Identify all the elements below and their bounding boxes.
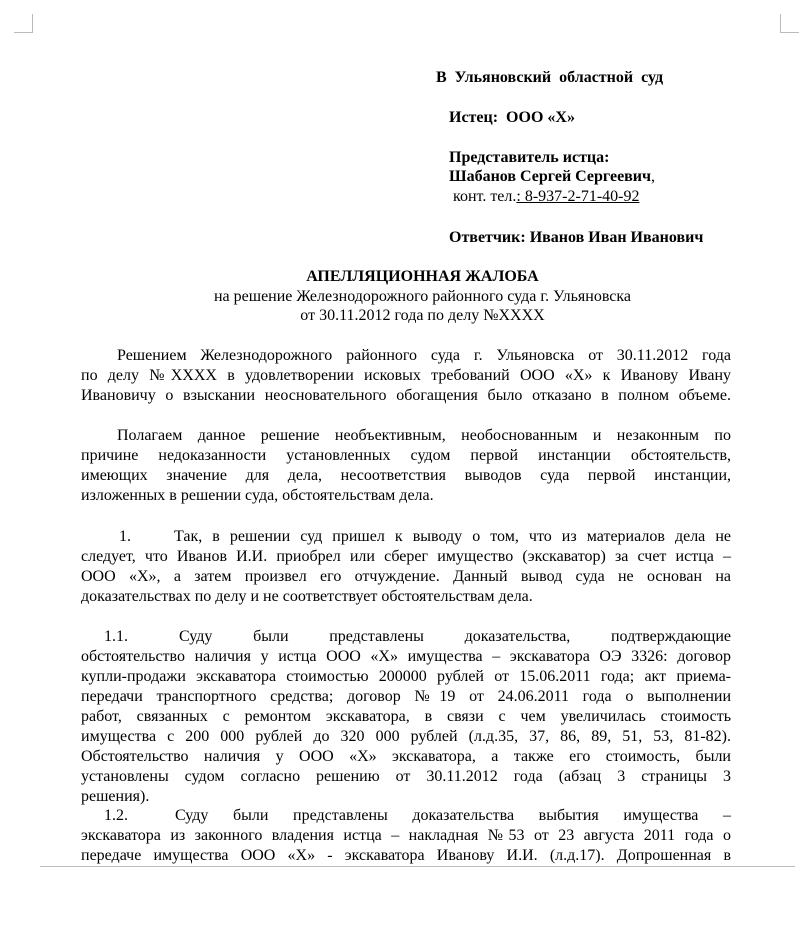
item-1-2-line-2: экскаватора из законного владения истца – накладная №53 от 23 августа 2011 года о [81, 827, 731, 844]
item-1-2-line-1: Суду были представлены доказательства выбытия имущества – [175, 807, 731, 824]
phone-label: конт. тел. [449, 188, 517, 205]
paragraph-2-line-3: имеющих значение для дела, несоответствия выводов суда первой инстанции, [81, 467, 731, 484]
representative-name: Шабанов Сергей Сергеевич [449, 168, 652, 185]
document-title: АПЕЛЛЯЦИОННАЯ ЖАЛОБА [306, 268, 539, 285]
paragraph-2-line-4: изложенных в решении суда, обстоятельствам дела. [81, 487, 434, 504]
item-1-number: 1. [119, 528, 131, 545]
paragraph-1-line-1: Решением Железнодорожного районного суда г. Ульяновска от 30.11.2012 года [117, 347, 731, 364]
item-1-1-number: 1.1. [104, 628, 128, 645]
paragraph-1-line-2: по делу №XXXX в удовлетворении исковых требований ООО «Х» к Иванову Ивану [81, 367, 731, 384]
item-1-line-1: Так, в решении суд пришел к выводу о том, что из материалов дела не [174, 528, 731, 545]
court-addressee: В Ульяновский областной суд [436, 69, 664, 86]
item-1-line-2: следует, что Иванов И.И. приобрел или сберег имущество (экскаватор) за счет истца – [81, 548, 731, 565]
item-1-1-line-4: передачи транспортного средства; договор №19 от 24.06.2011 года о выполнении [81, 688, 731, 705]
item-1-2-line-3: передаче имущества ООО «Х» - экскаватора Иванову И.И. (л.д.17). Допрошенная в [81, 847, 731, 864]
item-1-1-line-1: Суду были представлены доказательства, подтверждающие [179, 628, 731, 645]
item-1-1-line-6: имущества с 200 000 рублей до 320 000 рублей (л.д.35, 37, 86, 89, 51, 53, 81-82). [81, 728, 731, 745]
representative-label: Представитель истца: [449, 149, 610, 166]
document-subtitle-1: на решение Железнодорожного районного суда г. Ульяновска [213, 288, 632, 305]
paragraph-1-line-3: Ивановичу о взыскании неосновательного обогащения было отказано в полном объеме. [81, 387, 731, 404]
representative-name-line [449, 167, 655, 186]
paragraph-2-line-2: причине недоказанности установленных судом первой инстанции обстоятельств, [81, 447, 731, 464]
item-1-1-line-3: купли-продажи экскаватора стоимостью 200000 рублей от 15.06.2011 года; акт приема- [81, 668, 731, 685]
page-corner-mark-top-left [14, 14, 33, 33]
contact-phone-line [449, 187, 639, 206]
item-1-1-line-5: работ, связанных с ремонтом экскаватора, в связи с чем увеличилась стоимость [81, 708, 731, 725]
item-1-line-4: доказательствах по делу и не соответствует обстоятельствам дела. [81, 588, 533, 605]
phone-number: : 8-937-2-71-40-92 [516, 188, 640, 205]
paragraph-2-line-1: Полагаем данное решение необъективным, необоснованным и незаконным по [117, 427, 731, 444]
plaintiff-line: Истец: ООО «Х» [449, 109, 575, 126]
page-bottom-edge [40, 866, 795, 867]
item-1-2-number: 1.2. [104, 807, 128, 824]
document-subtitle-2: от 30.11.2012 года по делу №XXXX [300, 307, 545, 324]
item-1-1-line-7: Обстоятельство наличия у ООО «Х» экскаватора, а также его стоимость, были [81, 748, 731, 765]
defendant-line: Ответчик: Иванов Иван Иванович [449, 229, 704, 246]
item-1-line-3: ООО «Х», а затем произвел его отчуждение. Данный вывод суда не основан на [81, 568, 731, 585]
item-1-1-line-9: решения). [81, 788, 150, 805]
item-1-1-line-2: обстоятельство наличия у истца ООО «Х» имущества – экскаватора ОЭ 3326: договор [81, 648, 731, 665]
item-1-1-line-8: установлены судом согласно решению от 30.11.2012 года (абзац 3 страницы 3 [81, 768, 731, 785]
page-corner-mark-top-right [780, 14, 799, 33]
representative-comma: , [651, 168, 656, 185]
